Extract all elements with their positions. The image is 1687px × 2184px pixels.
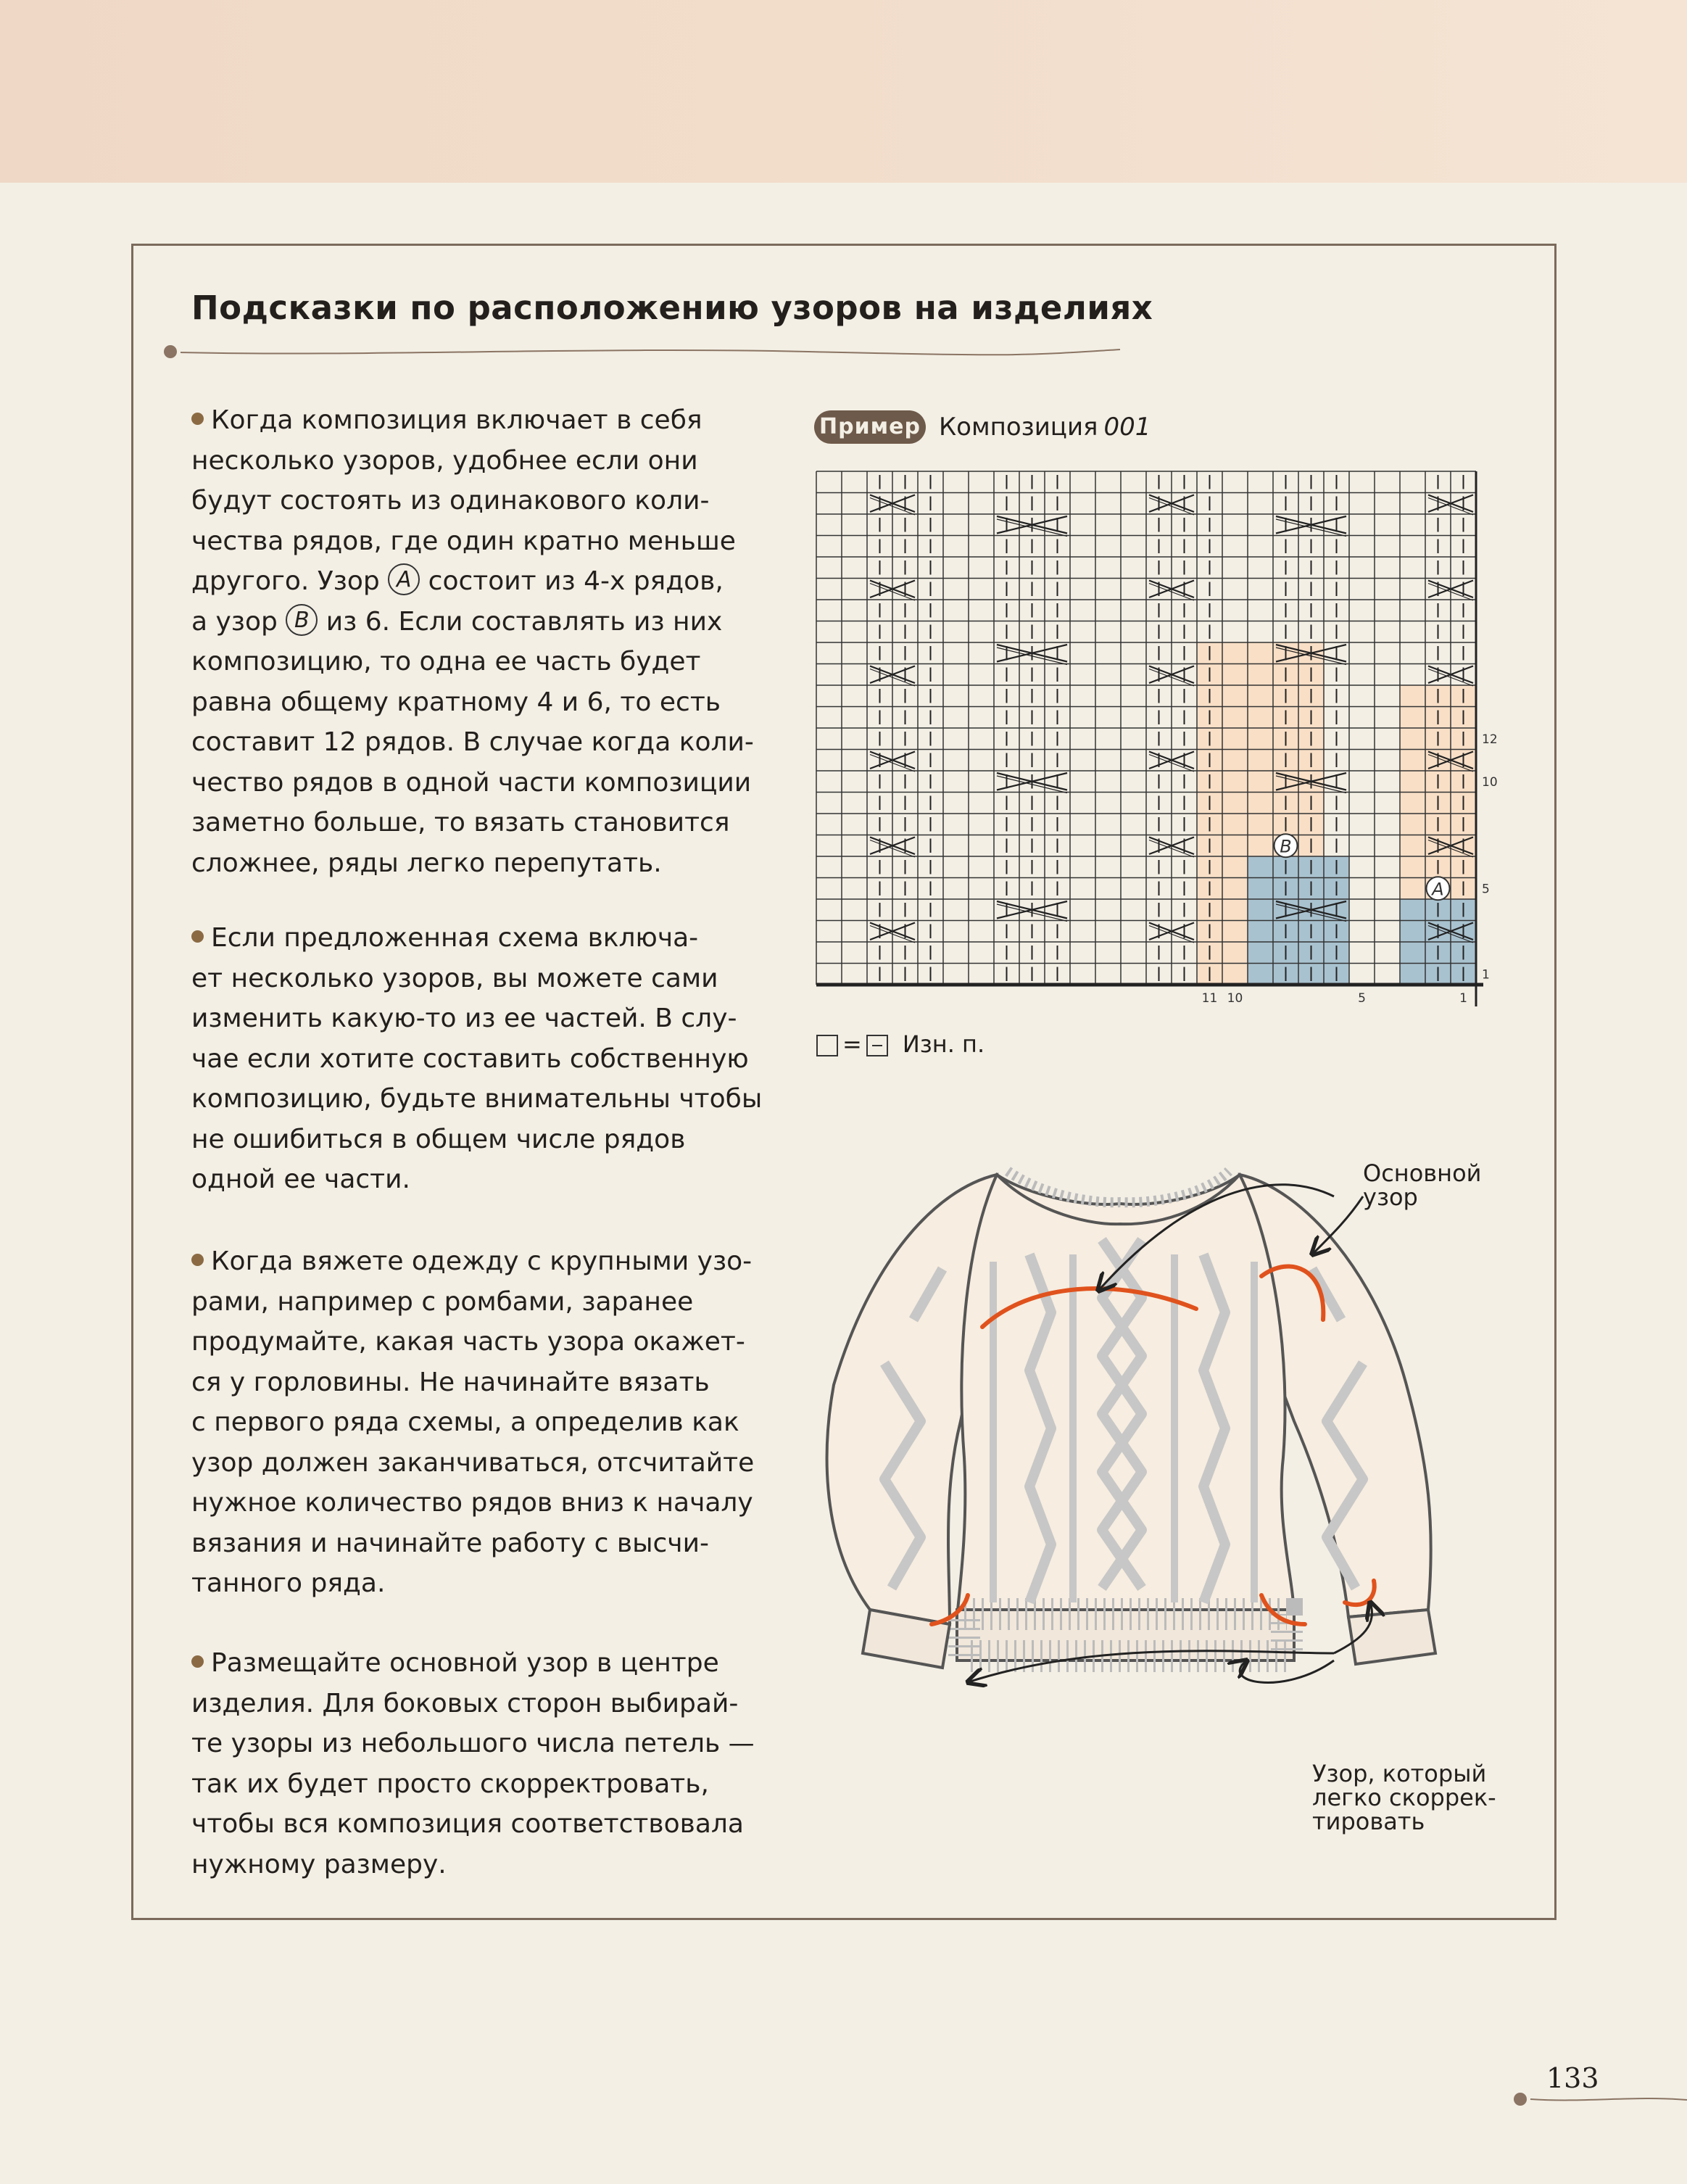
row-label: 10 (1482, 775, 1498, 790)
bullet-icon (191, 1655, 204, 1668)
divider-dot-icon (164, 345, 177, 358)
bullet-icon (191, 413, 204, 425)
tip-paragraph-4: Размещайте основной узор в центре изделия. Для боковых сторон выбирай- те узоры из небольшого числа петель — так их будет просто скорректровать, чтобы вся композиция соответствовала нужному размеру. (191, 1648, 755, 1879)
page-number-divider (1512, 2088, 1687, 2110)
column-label: 11 (1201, 991, 1218, 1006)
knitting-chart (816, 464, 1498, 1022)
title-divider (156, 341, 1120, 363)
chart-pattern-a-marker-label: A (1432, 879, 1444, 900)
header-band (0, 0, 1687, 183)
chart-legend: = Изн. п. (816, 1030, 985, 1059)
tip-paragraph-3: Когда вяжете одежду с крупными узо- рами, например с ромбами, заранее продумайте, какая часть узора окажет- ся у горловины. Не начинайте вязать с первого ряда схемы, а определив как узор должен заканчиваться, отсчитайте нужное количество рядов вниз к началу вязания и начинайте работу с высчи- танного ряда. (191, 1246, 755, 1598)
page-number: 133 (1546, 2062, 1599, 2094)
column-label: 5 (1358, 991, 1366, 1006)
row-label: 1 (1482, 967, 1490, 983)
page-title: Подсказки по расположению узоров на изделиях (191, 289, 1153, 327)
example-badge: Пример (814, 410, 926, 444)
pattern-b-symbol: B (286, 604, 318, 636)
empty-square-icon (816, 1035, 838, 1056)
pattern-a-symbol: A (388, 563, 420, 595)
tip-paragraph-2: Если предложенная схема включа- ет несколько узоров, вы можете сами изменить какую-то из ее частей. В слу- чае если хотите составить собственную композицию, будьте внимательны чтобы не ошибиться в общем числе рядов одной ее части. (191, 923, 763, 1194)
row-label: 12 (1482, 732, 1498, 748)
sweater-illustration (812, 1146, 1508, 1740)
column-label: 10 (1227, 991, 1243, 1006)
column-label: 1 (1459, 991, 1467, 1006)
chart-pattern-b-marker-label: B (1280, 836, 1292, 857)
tip-paragraph-1: Когда композиция включает в себя несколько узоров, удобнее если они будут состоять из одинакового коли- чества рядов, где один кратно меньше другого. Узор A состоит из 4-х рядов, а узор B из 6. Если составлять из них композицию, то одна ее часть будет равна общему кратному 4 и 6, то есть составит 12 рядов. В случае когда коли- чество рядов в одной части композиции заметно больше, то вязать становится сложнее, ряды легко перепутать. (191, 405, 754, 878)
purl-square-icon (866, 1035, 888, 1056)
callout-main-pattern: Основной узор (1363, 1159, 1482, 1211)
callout-adjustable-pattern: Узор, который легко скоррек- тировать (1312, 1760, 1496, 1835)
row-label: 5 (1482, 882, 1490, 897)
bullet-icon (191, 1254, 204, 1266)
example-title: Композиция 001 (939, 413, 1151, 442)
legend-label: Изн. п. (902, 1030, 985, 1058)
bullet-icon (191, 930, 204, 943)
